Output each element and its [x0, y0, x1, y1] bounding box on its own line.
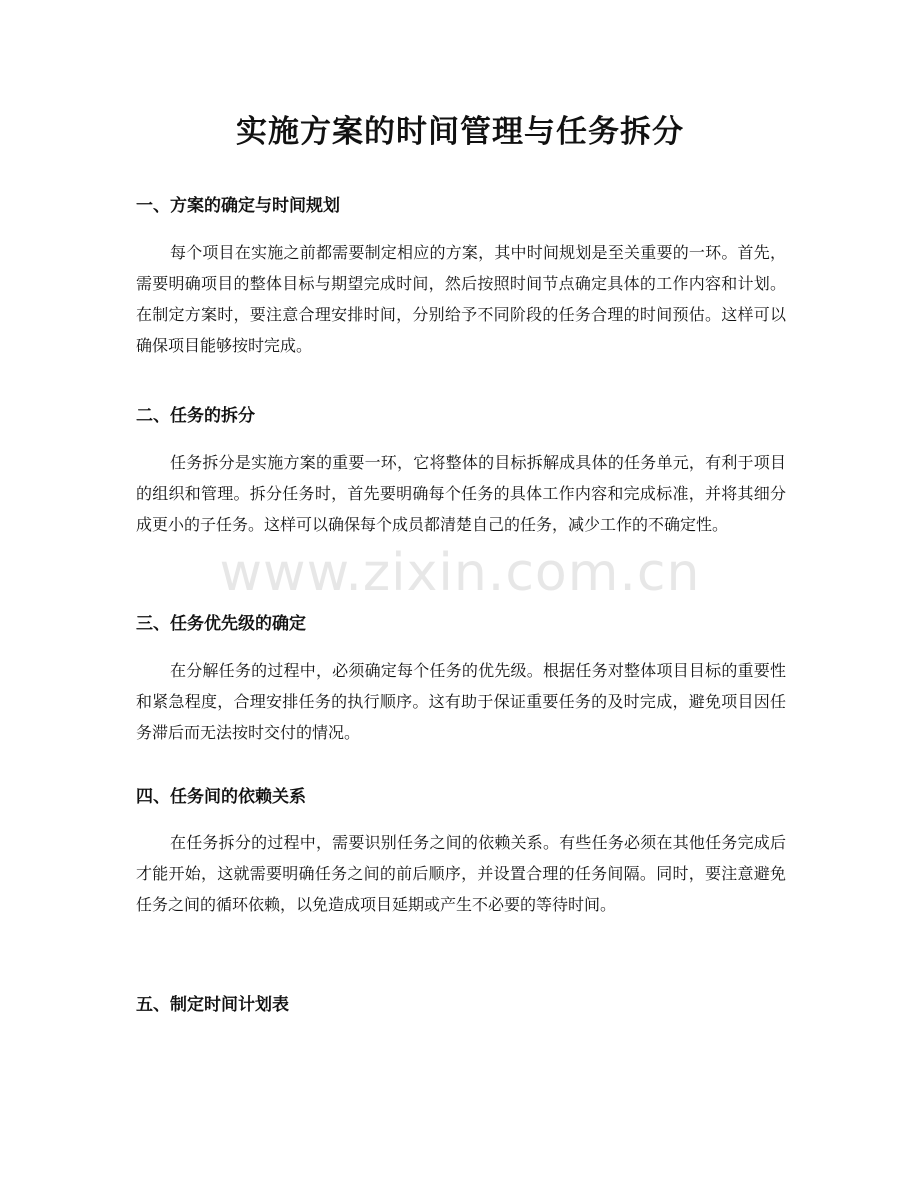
- watermark: www.zixin.com.cn: [219, 543, 701, 603]
- section-heading-1: 一、方案的确定与时间规划: [136, 196, 340, 216]
- section-paragraph-2: 任务拆分是实施方案的重要一环，它将整体的目标拆解成具体的任务单元，有利于项目的组织和管理。拆分任务时，首先要明确每个任务的具体工作内容和完成标准，并将其细分成更小的子任务。这样可以确保每个成员都清楚自己的任务，减少工作的不确定性。: [136, 453, 786, 534]
- document-title: 实施方案的时间管理与任务拆分: [236, 114, 684, 150]
- section-paragraph-4: 在任务拆分的过程中，需要识别任务之间的依赖关系。有些任务必须在其他任务完成后才能开始，这就需要明确任务之间的前后顺序，并设置合理的任务间隔。同时，要注意避免任务之间的循环依赖，以免造成项目延期或产生不必要的等待时间。: [136, 833, 786, 914]
- section-heading-4: 四、任务间的依赖关系: [136, 787, 306, 807]
- section-paragraph-1: 每个项目在实施之前都需要制定相应的方案，其中时间规划是至关重要的一环。首先，需要明确项目的整体目标与期望完成时间，然后按照时间节点确定具体的工作内容和计划。在制定方案时，要注意合理安排时间，分别给予不同阶段的任务合理的时间预估。这样可以确保项目能够按时完成。: [136, 243, 786, 355]
- section-paragraph-3: 在分解任务的过程中，必须确定每个任务的优先级。根据任务对整体项目目标的重要性和紧急程度，合理安排任务的执行顺序。这有助于保证重要任务的及时完成，避免项目因任务滞后而无法按时交付的情况。: [136, 661, 786, 742]
- section-heading-3: 三、任务优先级的确定: [136, 614, 306, 634]
- section-heading-5: 五、制定时间计划表: [136, 995, 289, 1015]
- section-heading-2: 二、任务的拆分: [136, 406, 255, 426]
